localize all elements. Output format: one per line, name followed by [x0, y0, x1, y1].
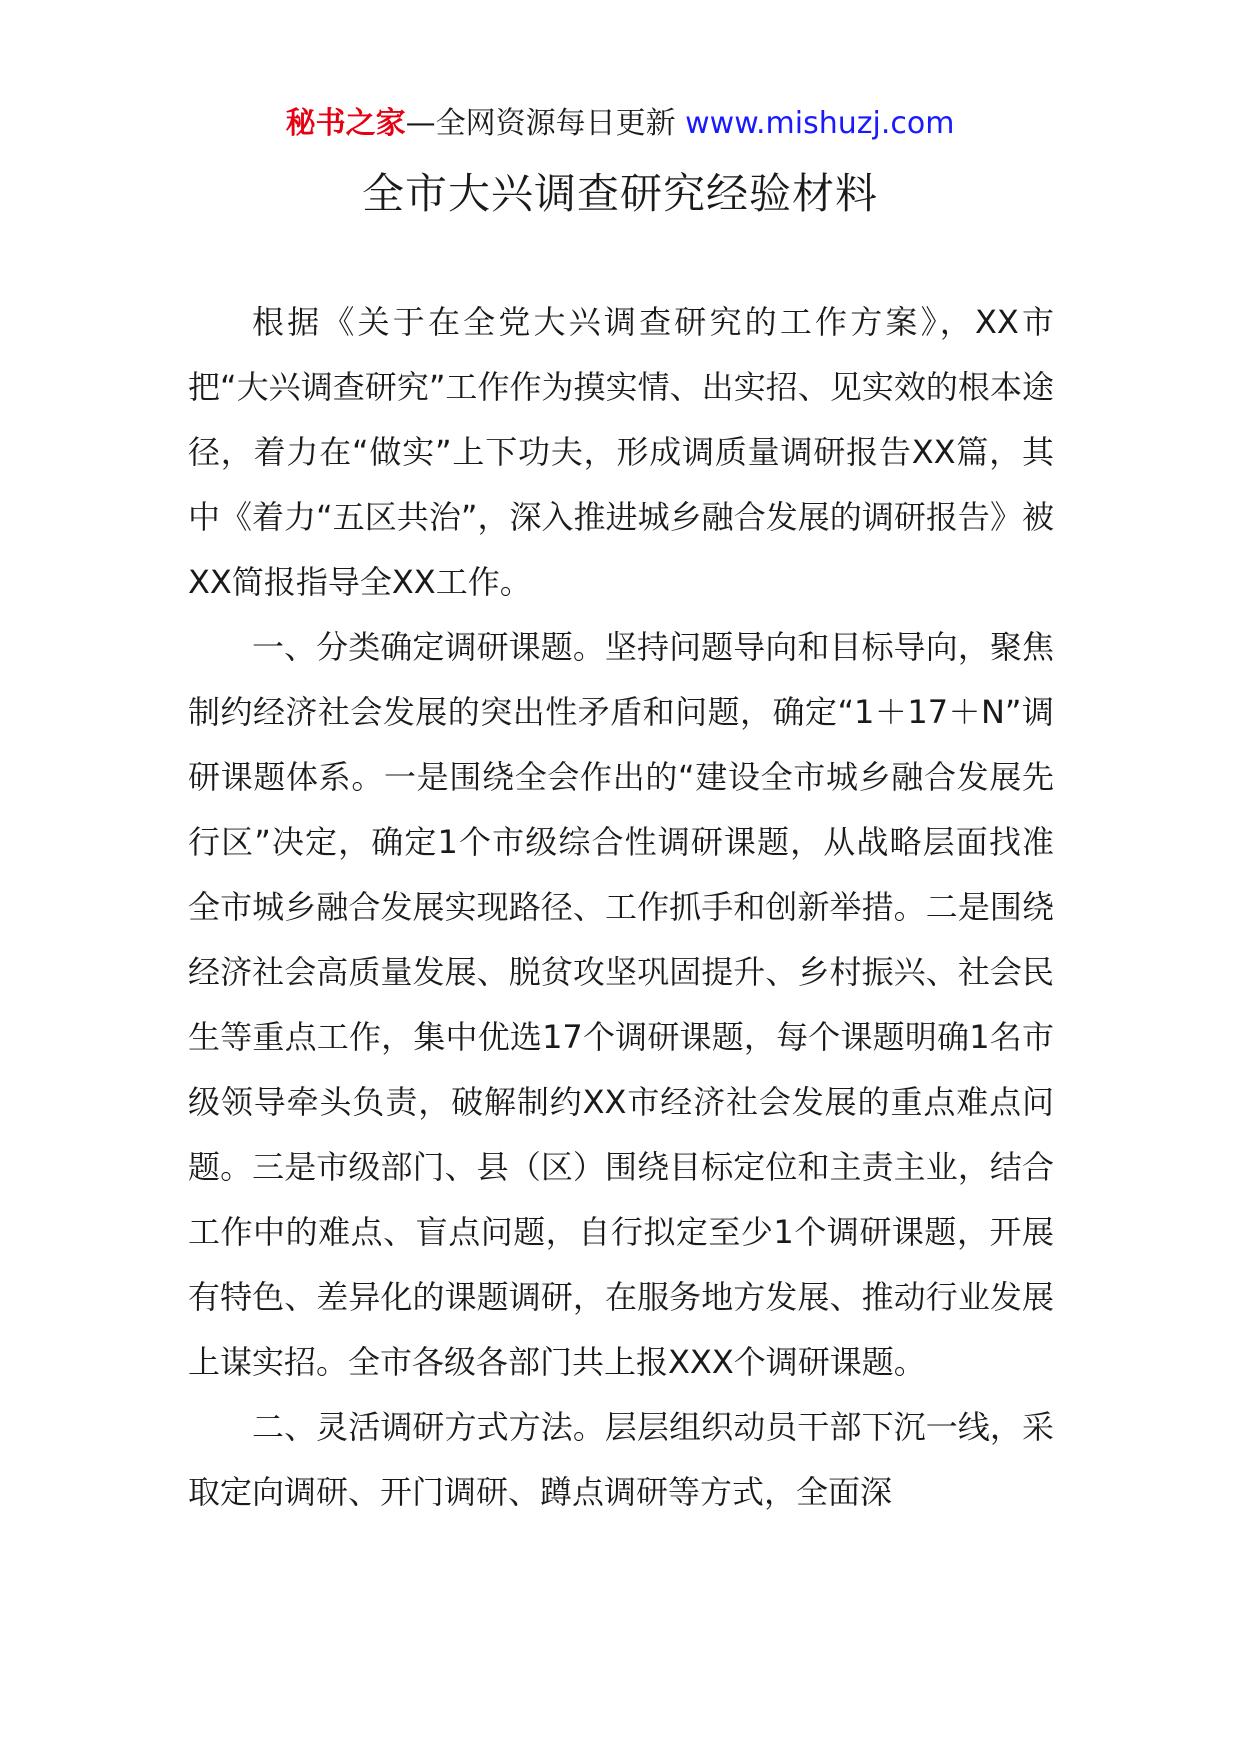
site-link[interactable]: www.mishuzj.com [685, 106, 955, 141]
document-body [188, 290, 1054, 1525]
document-title: 全市大兴调查研究经验材料 [361, 169, 878, 218]
header-tagline: —全网资源每日更新 [405, 106, 676, 141]
brand-name: 秘书之家 [285, 106, 406, 141]
site-header [0, 104, 1240, 144]
paragraph-section-2: 二、灵活调研方式方法。层层组织动员干部下沉一线，采取定向调研、开门调研、蹲点调研等方式，全面深 [188, 1408, 1054, 1511]
paragraph-intro: 根据《关于在全党大兴调查研究的工作方案》，XX市把“大兴调查研究”工作作为摸实情、出实招、见实效的根本途径，着力在“做实”上下功夫，形成调质量调研报告XX篇，其中《着力“五区共治”，深入推进城乡融合发展的调研报告》被XX简报指导全XX工作。 [188, 303, 1054, 601]
paragraph-section-1: 一、分类确定调研课题。坚持问题导向和目标导向，聚焦制约经济社会发展的突出性矛盾和问题，确定“1＋17＋N”调研课题体系。一是围绕全会作出的“建设全市城乡融合发展先行区”决定，确定1个市级综合性调研课题，从战略层面找准全市城乡融合发展实现路径、工作抓手和创新举措。二是围绕经济社会高质量发展、脱贫攻坚巩固提升、乡村振兴、社会民生等重点工作，集中优选17个调研课题，每个课题明确1名市级领导牵头负责，破解制约XX市经济社会发展的重点难点问题。三是市级部门、县（区）围绕目标定位和主责主业，结合工作中的难点、盲点问题，自行拟定至少1个调研课题，开展有特色、差异化的课题调研，在服务地方发展、推动行业发展上谋实招。全市各级各部门共上报XXX个调研课题。 [188, 628, 1054, 1381]
